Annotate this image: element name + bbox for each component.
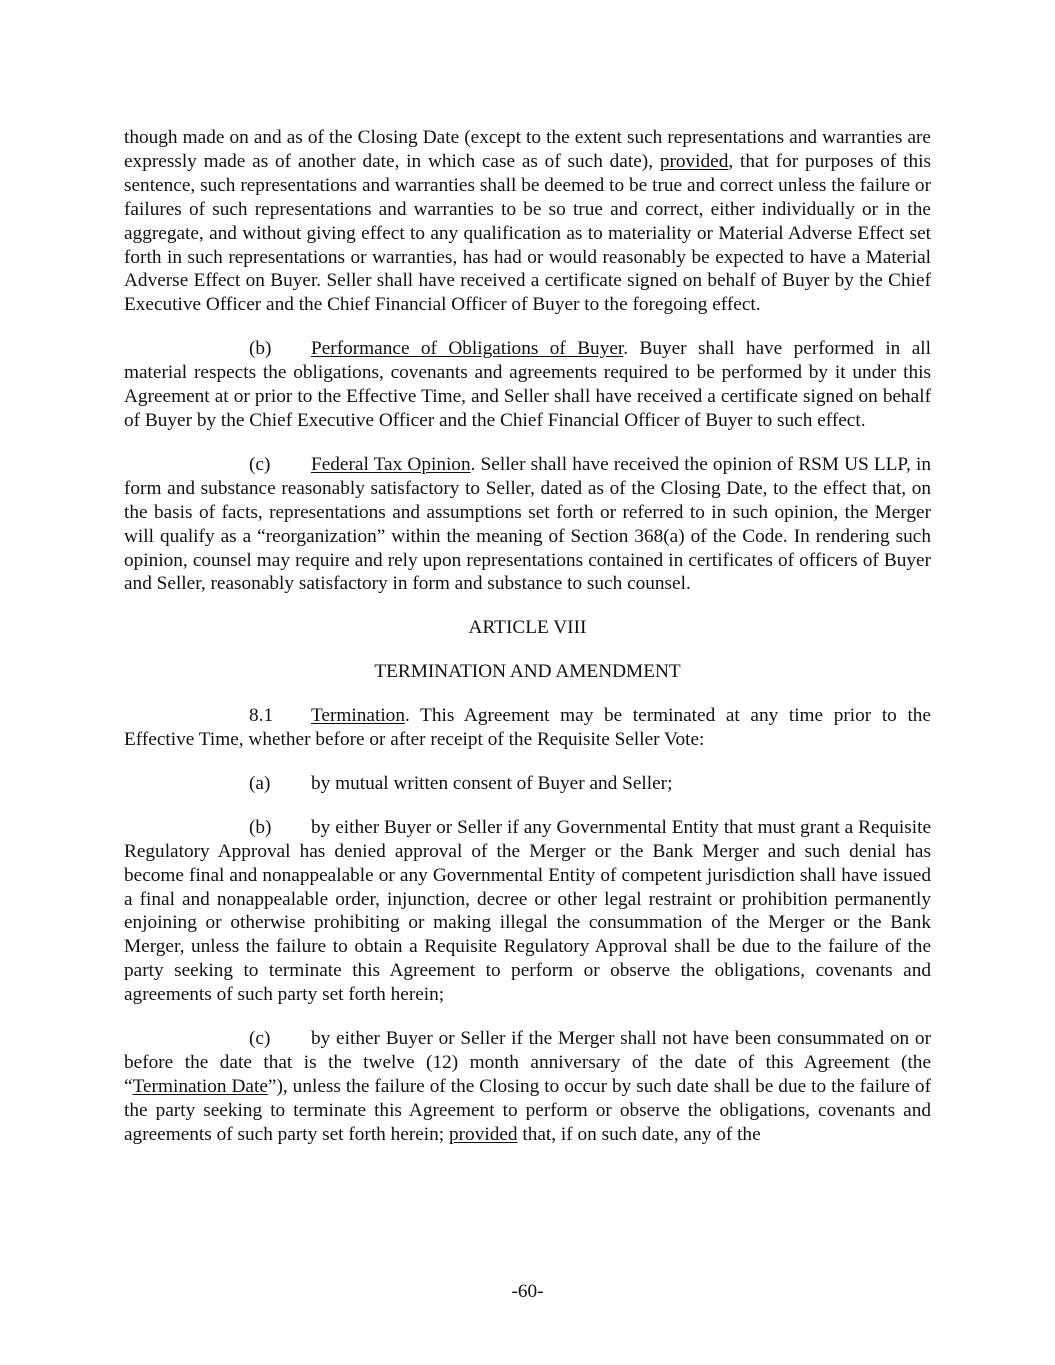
- paragraph-b-performance: [124, 337, 931, 433]
- termination-clause-c: [124, 1027, 931, 1147]
- section-label: (c): [249, 453, 271, 475]
- clause-text: by either Buyer or Seller if any Governmental Entity that must grant a Requisite Regulatory Approval has denied approval of the Merger or the Bank Merger and such denial has become final and nonappealable or any Governmental Entity of competent jurisdiction shall have issued a final and nonappealable order, injunction, decree or other legal restraint or prohibition permanently enjoining or otherwise prohibiting or making illegal the consummation of the Merger or the Bank Merger, unless the failure to obtain a Requisite Regulatory Approval shall be due to the failure of the party seeking to terminate this Agreement to perform or observe the obligations, covenants and agreements of such party set forth herein;: [124, 816, 931, 1006]
- section-text: . Seller shall have received the opinion of RSM US LLP, in form and substance reasonably satisfactory to Seller, dated as of the Closing Date, to the effect that, on the basis of facts, representations and assumptions set forth or referred to in such opinion, the Merger will qualify as a “reorganization” within the meaning of Section 368(a) of the Code. In rendering such opinion, counsel may require and rely upon representations contained in certificates of officers of Buyer and Seller, reasonably satisfactory in form and substance to such counsel.: [124, 453, 931, 595]
- section-label: 8.1: [249, 705, 274, 727]
- section-text: . Buyer shall have performed in all material respects the obligations, covenants and agreements required to be performed by it under this Agreement at or prior to the Effective Time, and Seller shall have received a certificate signed on behalf of Buyer by the Chief Executive Officer and the Chief Financial Officer of Buyer to such effect.: [124, 338, 931, 431]
- clause-text: by either Buyer or Seller if the Merger shall not have been consummated on or before the date that is the twelve (12) month anniversary of the date of this Agreement (the “: [124, 1028, 931, 1097]
- termination-clause-b: [124, 816, 931, 1007]
- text-run: though made on and as of the Closing Date (except to the extent such representations and warranties are expressly made as of another date, in which case as of such date),: [124, 127, 931, 172]
- paragraph-intro: [124, 126, 931, 317]
- section-heading: Federal Tax Opinion: [311, 453, 471, 475]
- article-title: TERMINATION AND AMENDMENT: [374, 661, 681, 683]
- section-heading: Performance of Obligations of Buyer: [311, 338, 624, 360]
- clause-text: by mutual written consent of Buyer and Seller;: [311, 772, 673, 794]
- section-8-1-termination: [124, 704, 931, 752]
- termination-clause-a: [124, 772, 931, 796]
- clause-label: (b): [249, 816, 272, 838]
- section-text: . This Agreement may be terminated at any time prior to the Effective Time, whether before or after receipt of the Requisite Seller Vote:: [124, 705, 931, 751]
- paragraph-c-tax-opinion: [124, 453, 931, 596]
- page-number: -60-: [511, 1281, 544, 1302]
- provided-term: provided: [449, 1123, 518, 1145]
- section-heading: Termination: [311, 705, 405, 727]
- section-label: (b): [249, 338, 272, 360]
- article-number: ARTICLE VIII: [468, 617, 587, 639]
- clause-label: (a): [249, 772, 271, 794]
- clause-text: ”), unless the failure of the Closing to occur by such date shall be due to the failure of the party seeking to terminate this Agreement to perform or observe the obligations, covenants and agreements of such party set forth herein;: [124, 1075, 931, 1145]
- clause-text: that, if on such date, any of the: [517, 1123, 761, 1145]
- text-run: , that for purposes of this sentence, such representations and warranties shall be deemed to be true and correct unless the failure or failures of such representations and warranties to be so true and correct, either individually or in the aggregate, and without giving effect to any qualification as to materiality or Material Adverse Effect set forth in such representations or warranties, has had or would reasonably be expected to have a Material Adverse Effect on Buyer. Seller shall have received a certificate signed on behalf of Buyer by the Chief Executive Officer and the Chief Financial Officer of Buyer to the foregoing effect.: [124, 150, 931, 316]
- provided-term: provided: [659, 150, 729, 172]
- clause-label: (c): [249, 1028, 271, 1050]
- document-body: [124, 126, 931, 1167]
- defined-term-termination-date: Termination Date: [132, 1075, 268, 1097]
